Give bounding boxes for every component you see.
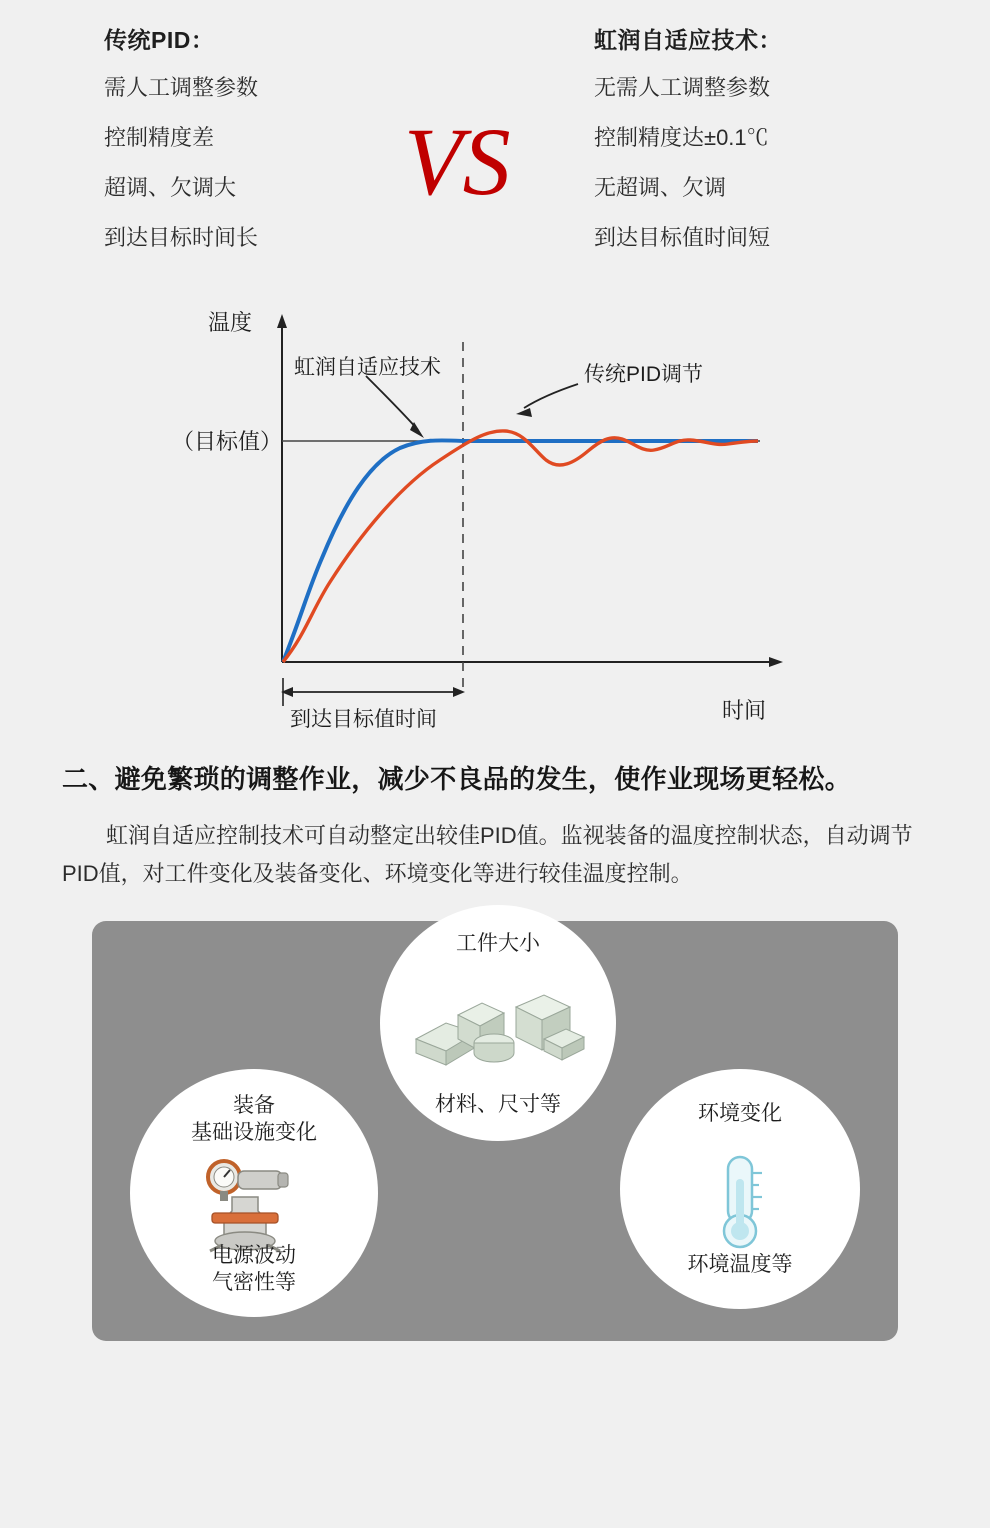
comparison-title-traditional: 传统PID： [104, 27, 215, 53]
bubble-equipment-caption-line2: 气密性等 [212, 1270, 296, 1294]
chart-target-label: （目标值） [172, 429, 283, 454]
valve-gauge-icon [130, 1157, 378, 1253]
bubble-workpiece-title: 工件大小 [456, 931, 540, 955]
bubble-environment [620, 1069, 860, 1309]
comparison-section [0, 0, 990, 290]
comparison-item: 控制精度达±0.1℃ [594, 125, 769, 150]
chart-annotation-leader-adaptive [366, 376, 418, 430]
chart-svg [0, 290, 990, 760]
chart-annotation-leader-traditional [524, 384, 578, 408]
section-paragraph: 虹润自适应控制技术可自动整定出较佳PID值。监视装备的温度控制状态，自动调节PID值，对工件变化及装备变化、环境变化等进行较佳温度控制。 [62, 823, 913, 886]
bubble-equipment [130, 1069, 378, 1317]
comparison-item: 到达目标时间长 [104, 225, 259, 250]
bubble-equipment-caption-line1: 电源波动 [212, 1243, 296, 1267]
section-heading: 二、避免繁琐的调整作业，减少不良品的发生，使作业现场更轻松。 [62, 764, 852, 794]
comparison-column-traditional [104, 22, 434, 277]
bubble-workpiece [380, 905, 616, 1141]
bubble-environment-title: 环境变化 [698, 1101, 782, 1125]
vs-divider-icon [400, 108, 540, 218]
chart-xlabel: 时间 [722, 698, 767, 723]
comparison-item: 需人工调整参数 [104, 75, 259, 100]
bubble-equipment-title-line1: 装备 [233, 1093, 275, 1117]
chart-arrival-span-arrow-right [453, 687, 465, 697]
pid-comparison-chart [0, 290, 990, 760]
comparison-item: 超调、欠调大 [104, 175, 237, 200]
chart-y-axis-arrow [277, 314, 287, 328]
comparison-column-adaptive [594, 22, 954, 277]
factors-panel [92, 921, 898, 1341]
svg-text:VS: VS [404, 108, 511, 215]
chart-x-axis-arrow [769, 657, 783, 667]
bubble-environment-caption: 环境温度等 [687, 1252, 793, 1276]
chart-ylabel: 温度 [208, 310, 253, 335]
comparison-item: 控制精度差 [104, 125, 215, 150]
chart-series-adaptive [283, 440, 758, 662]
comparison-item: 到达目标值时间短 [594, 225, 771, 250]
chart-annotation-traditional: 传统PID调节 [584, 363, 704, 386]
bubble-equipment-title-line2: 基础设施变化 [191, 1120, 317, 1144]
chart-annotation-adaptive: 虹润自适应技术 [294, 356, 441, 379]
chart-arrival-label: 到达目标值时间 [290, 708, 437, 731]
bubble-equipment-caption [130, 1243, 378, 1297]
bubble-equipment-title [130, 1093, 378, 1147]
chart-annotation-arrowhead-traditional [516, 408, 532, 417]
comparison-title-adaptive: 虹润自适应技术： [594, 27, 782, 53]
thermometer-icon [620, 1151, 860, 1251]
comparison-item: 无超调、欠调 [594, 175, 727, 200]
blocks-icon [380, 977, 616, 1069]
bubble-workpiece-caption: 材料、尺寸等 [435, 1092, 561, 1116]
comparison-item: 无需人工调整参数 [594, 75, 771, 100]
chart-series-traditional [283, 431, 758, 662]
